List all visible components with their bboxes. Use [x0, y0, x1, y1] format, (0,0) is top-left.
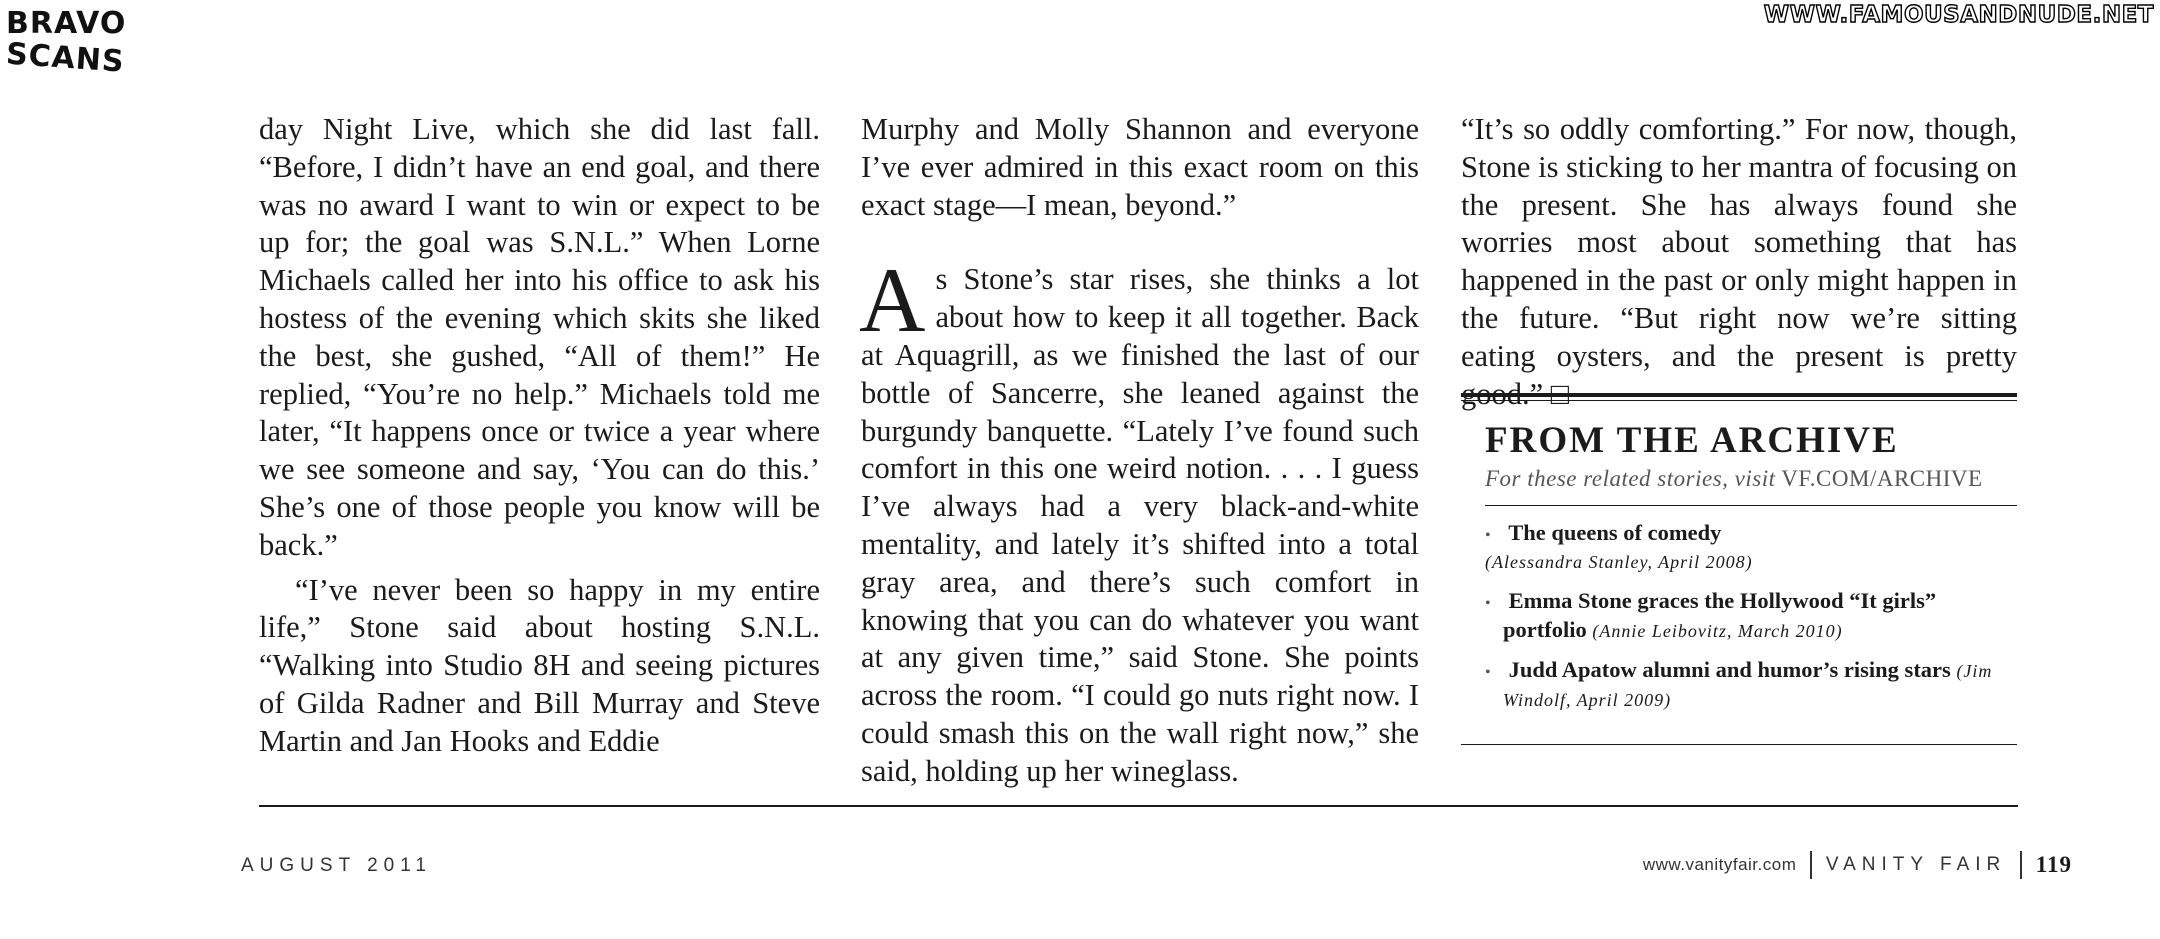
- footer-rule: [259, 805, 2018, 807]
- article-column-3: [1461, 111, 2017, 413]
- archive-subtitle-text: For these related stories, visit: [1485, 466, 1776, 491]
- archive-subtitle: [1485, 466, 2017, 492]
- col2-paragraph-2-text: s Stone’s star rises, she thinks a lot about how to keep it all together. Back at Aquagrill, as we finished the last of our bottle of Sancerre, she leaned against the burgundy banquette. “Lately I’ve found such comfort in this one weird notion. . . . I guess I’ve always had a very black-and-white mentality, and lately it’s shifted into a total gray area, and there’s such comfort in knowing that you can do whatever you want at any given time,” said Stone. She points across the room. “I could go nuts right now. I could smash this on the wall right now,” she said, holding up her wineglass.: [861, 262, 1419, 788]
- archive-item-credit: (Jim Windolf, April 2009): [1503, 661, 1993, 710]
- archive-title: FROM THE ARCHIVE: [1485, 420, 1899, 461]
- archive-item-credit: (Alessandra Stanley, April 2008): [1485, 552, 1753, 572]
- magazine-name: VANITY FAIR: [1825, 854, 2007, 875]
- watermark-line-1: BRAVO: [6, 6, 127, 41]
- archive-item-credit: (Annie Leibovitz, March 2010): [1592, 621, 1843, 641]
- folio-divider: [2020, 851, 2022, 879]
- archive-top-rule-thin: [1461, 400, 2017, 401]
- bravo-scans-watermark: [4, 6, 127, 80]
- col1-paragraph-1: day Night Live, which she did last fall. “Before, I didn’t have an end goal, and there was no award I want to win or expect to be up for; the goal was S.N.L.” When Lorne Michaels called her into his office to ask his hostess of the evening which skits she liked the best, she gushed, “All of them!” He replied, “You’re no help.” Michaels told me later, “It happens once or twice a year where we see someone and say, ‘You can do this.’ She’s one of those people you know will be back.”: [259, 112, 820, 562]
- drop-cap: A: [859, 249, 926, 352]
- archive-box: [1461, 393, 2017, 726]
- col1-paragraph-2: “I’ve never been so happy in my entire life,” Stone said about hosting S.N.L. “Walking into Studio 8H and seeing pictures of Gilda Radner and Bill Murray and Steve Martin and Jan Hooks and Eddie: [259, 572, 820, 758]
- archive-divider: [1485, 505, 2017, 506]
- article-column-1: [259, 111, 820, 761]
- col2-paragraph-2: [859, 249, 1419, 790]
- folio-divider: [1810, 851, 1812, 879]
- folio: [1643, 851, 2072, 879]
- archive-item[interactable]: [1485, 588, 2017, 644]
- archive-item[interactable]: [1485, 657, 2017, 713]
- archive-top-rule: [1461, 393, 2017, 397]
- watermark-line-2: SCANS: [4, 36, 126, 80]
- archive-link[interactable]: VF.COM/ARCHIVE: [1781, 466, 1983, 491]
- archive-list: [1485, 520, 2017, 713]
- archive-item[interactable]: [1485, 520, 2017, 575]
- footer-url[interactable]: www.vanityfair.com: [1642, 855, 1797, 874]
- col3-paragraph-1: “It’s so oddly comforting.” For now, though, Stone is sticking to her mantra of focusing on the present. She has always found she worries most about something that has happened in the past or only might happen in the future. “But right now we’re sitting eating oysters, and the present is pretty good.” □: [1461, 112, 2017, 411]
- archive-item-title[interactable]: Emma Stone graces the Hollywood “It girls” portfolio: [1503, 588, 1937, 642]
- article-column-2: [861, 111, 1419, 791]
- site-watermark: WWW.FAMOUSANDNUDE.NET: [1763, 2, 2154, 28]
- page-number: 119: [2035, 852, 2072, 877]
- archive-item-title[interactable]: The queens of comedy: [1508, 520, 1722, 545]
- archive-item-title[interactable]: Judd Apatow alumni and humor’s rising stars: [1508, 657, 1951, 682]
- archive-bottom-rule: [1461, 744, 2017, 745]
- issue-date: AUGUST 2011: [241, 855, 432, 876]
- col2-paragraph-1: Murphy and Molly Shannon and everyone I’ve ever admired in this exact room on this exact stage—I mean, beyond.”: [861, 112, 1419, 222]
